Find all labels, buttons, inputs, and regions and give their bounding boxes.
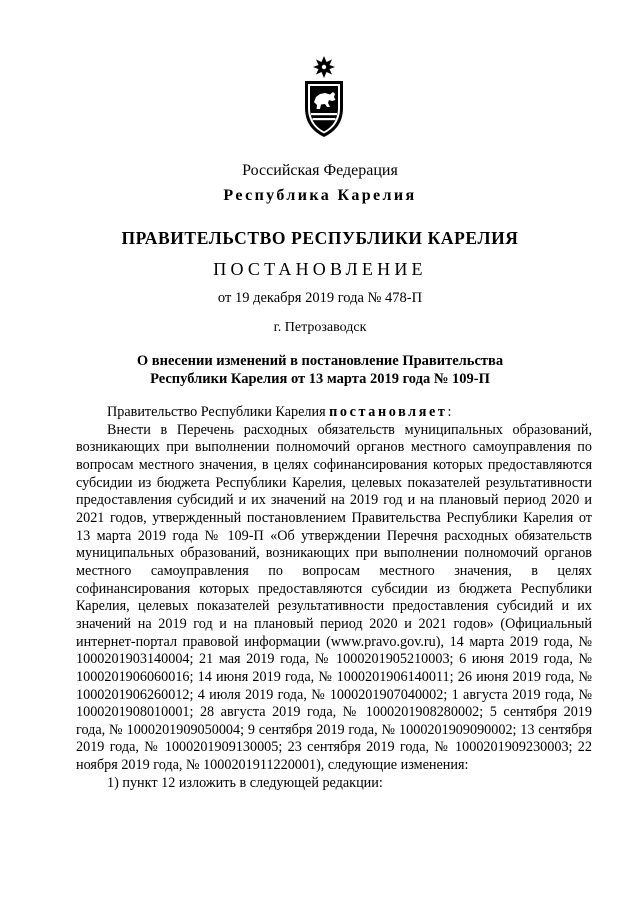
- intro-resolves: постановляет: [329, 404, 448, 420]
- document-type: ПОСТАНОВЛЕНИЕ: [213, 259, 427, 279]
- document-city: г. Петрозаводск: [273, 320, 367, 335]
- document-subject-line-1: О внесении изменений в постановление Правительства: [136, 353, 504, 369]
- document-subject-line-2: Республики Карелия от 13 марта 2019 года № 109-П: [150, 371, 490, 387]
- document-body: [76, 404, 592, 792]
- karelia-coat-of-arms-icon: [300, 56, 348, 140]
- intro-paragraph: [76, 404, 592, 422]
- republic-name: Республика Карелия: [223, 187, 417, 204]
- intro-prefix: Правительство Республики Карелия: [107, 404, 330, 420]
- document-date-number: от 19 декабря 2019 года № 478-П: [217, 290, 423, 306]
- paragraph-1: Внести в Перечень расходных обязательств муниципальных образований, возникающих при выполнении полномочий органов местного самоуправления по вопросам местного значения, в целях софинансирования которых предоставляются субсидии из бюджета Республики Карелия, целевых показателей результативности предоставления субсидий и их значений на 2019 год и на плановый период 2020 и 2021 годов, утвержденный постановлением Правительства Республики Карелия от 13 марта 2019 года № 109-П «Об утверждении Перечня расходных обязательств муниципальных образований, возникающих при выполнении полномочий органов местного самоуправления по вопросам местного значения, в целях софинансирования которых предоставляются субсидии из бюджета Республики Карелия, целевых показателей результативности предоставления субсидий и их значений на 2019 год и на плановый период 2020 и 2021 годов» (Официальный интернет-портал правовой информации (www.pravo.gov.ru), 14 марта 2019 года, № 1000201903140004; 21 мая 2019 года, № 1000201905210003; 6 июня 2019 года, № 1000201906060016; 14 июня 2019 года, № 1000201906140011; 26 июня 2019 года, № 1000201906260012; 4 июля 2019 года, № 1000201907040002; 1 августа 2019 года, № 1000201908010001; 28 августа 2019 года, № 1000201908280002; 5 сентября 2019 года, № 1000201909050004; 9 сентября 2019 года, № 1000201909090002; 13 сентября 2019 года, № 1000201909130005; 23 сентября 2019 года, № 1000201909230003; 22 ноября 2019 года, № 1000201911220001), следующие изменения:: [76, 421, 592, 774]
- government-title: ПРАВИТЕЛЬСТВО РЕСПУБЛИКИ КАРЕЛИЯ: [121, 228, 519, 248]
- paragraph-2: 1) пункт 12 изложить в следующей редакции:: [107, 774, 383, 791]
- country-name: Российская Федерация: [242, 162, 398, 179]
- intro-suffix: :: [447, 404, 452, 420]
